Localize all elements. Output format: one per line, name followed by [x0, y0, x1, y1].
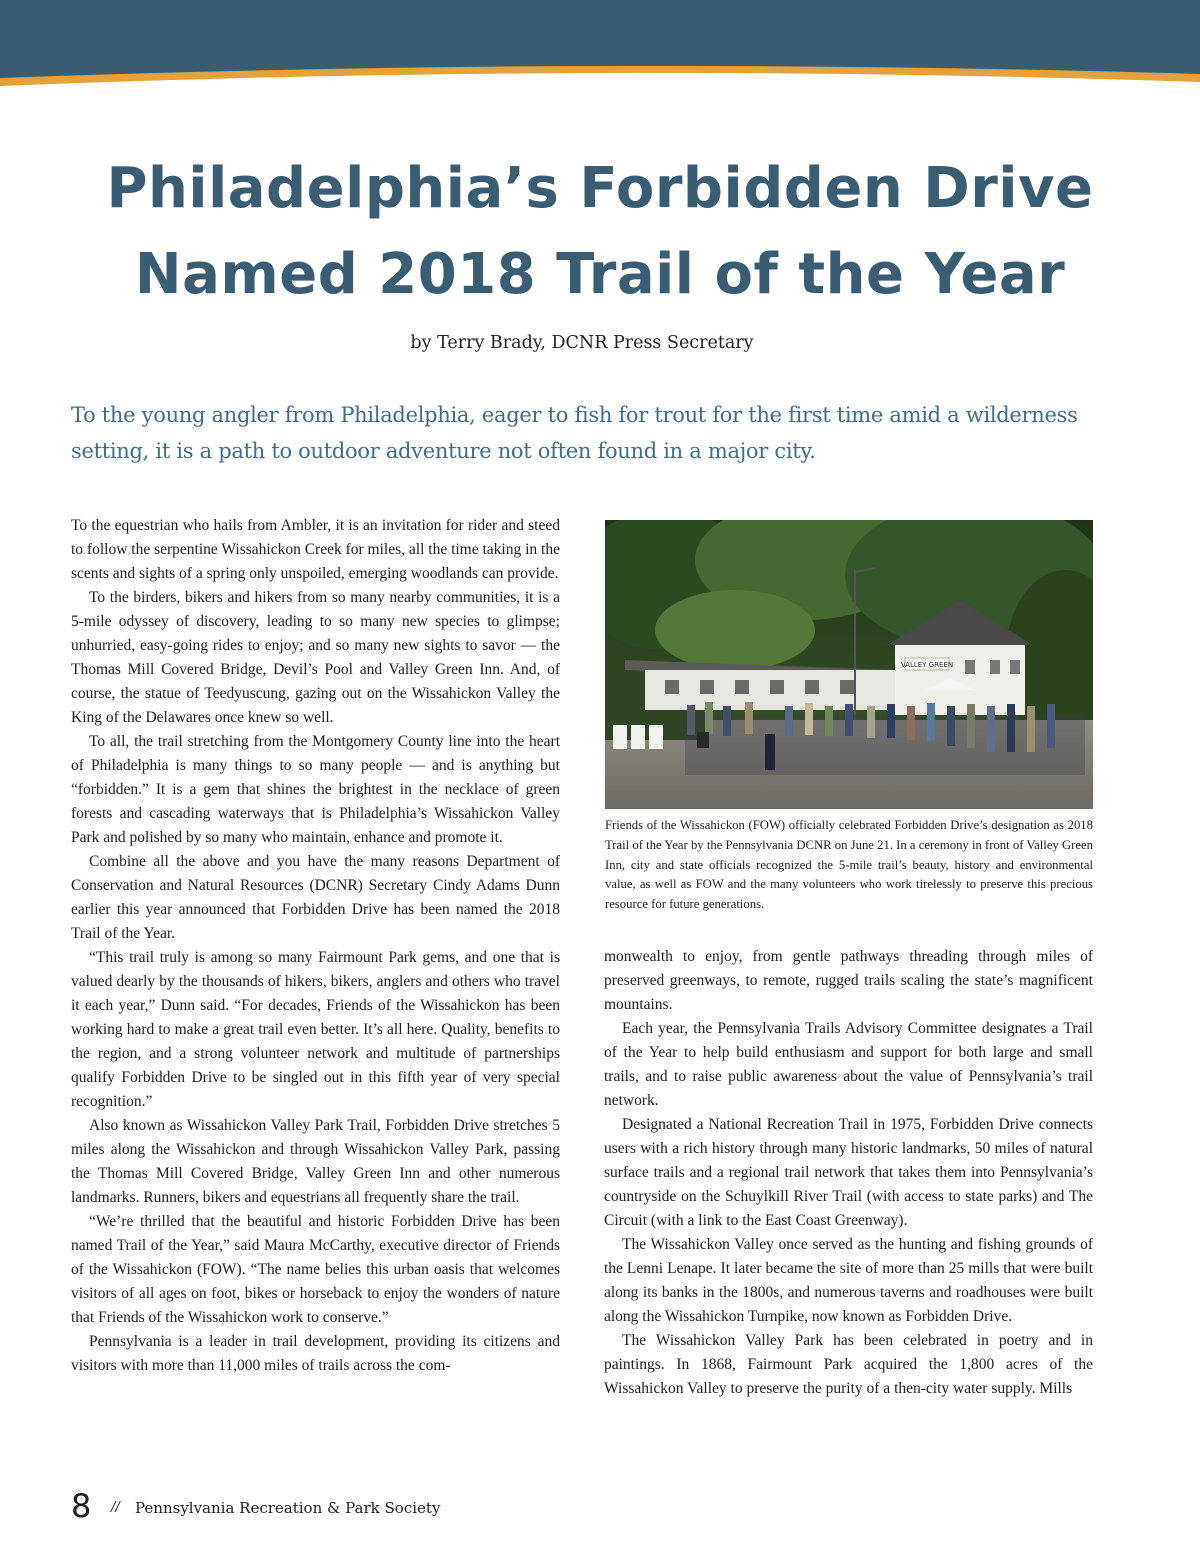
body-paragraph: Designated a National Recreation Trail in 1975, Forbidden Drive connects users with a rich history through many historic landmarks, 50 miles of natural surface trails and a regional trail network that takes them into Pennsylvania’s countryside on the Schuylkill River Trail (with access to state parks) and The Circuit (with a link to the East Coast Greenway).	[604, 1116, 1093, 1229]
byline: by Terry Brady, DCNR Press Secretary	[410, 333, 754, 353]
body-paragraph: The Wissahickon Valley once served as the hunting and fishing grounds of the Lenni Lenape. It later became the site of more than 25 mills that were built along its banks in the 1800s, and numerous taverns and roadhouses were built along the Wissahickon Turnpike, now known as Forbidden Drive.	[604, 1236, 1093, 1325]
right-column	[604, 945, 1093, 1401]
left-column	[71, 514, 560, 1378]
footer-separator: //	[111, 1500, 120, 1515]
article-title	[40, 146, 1160, 318]
footer-organization: Pennsylvania Recreation & Park Society	[135, 1499, 441, 1517]
lede-paragraph: To the young angler from Philadelphia, eager to fish for trout for the first time amid a wilderness setting, it is a path to outdoor adventure not often found in a major city.	[71, 403, 1078, 463]
body-paragraph: The Wissahickon Valley Park has been celebrated in poetry and in paintings. In 1868, Fairmount Park acquired the 1,800 acres of the Wissahickon Valley to preserve the purity of a then-city water supply. Mills	[604, 1332, 1093, 1397]
valley-green-photo	[605, 520, 1093, 809]
page-number: 8	[71, 1487, 92, 1525]
photo-caption: Friends of the Wissahickon (FOW) officially celebrated Forbidden Drive’s designation as 2018 Trail of the Year by the Pennsylvania DCNR on June 21. In a ceremony in front of Valley Green Inn, city and state officials recognized the 5-mile trail’s beauty, history and environmental value, as well as FOW and the many volunteers who work tirelessly to preserve this precious resource for future generations.	[605, 818, 1093, 912]
body-paragraph: Each year, the Pennsylvania Trails Advisory Committee designates a Trail of the Year to help build enthusiasm and support for both large and small trails, and to raise public awareness about the value of Pennsylvania’s trail network.	[604, 1020, 1093, 1109]
body-paragraph: Pennsylvania is a leader in trail development, providing its citizens and visitors with more than 11,000 miles of trails across the com-	[71, 1333, 560, 1374]
body-paragraph: Also known as Wissahickon Valley Park Trail, Forbidden Drive stretches 5 miles along the Wissahickon and through Wissahickon Valley Park, passing the Thomas Mill Covered Bridge, Valley Green Inn and other numerous landmarks. Runners, bikers and equestrians all frequently share the trail.	[71, 1117, 560, 1206]
valley-green-sign-text: VALLEY GREEN	[900, 661, 954, 669]
body-paragraph: To the birders, bikers and hikers from so many nearby communities, it is a 5-mile odyssey of discovery, leading to so many new species to glimpse; unhurried, easy-going rides to enjoy; and so many new sights to savor — the Thomas Mill Covered Bridge, Devil’s Pool and Valley Green Inn. And, of course, the statue of Teedyuscung, gazing out on the Wissahickon Valley the King of the Delawares once knew so well.	[71, 589, 560, 726]
body-paragraph: “This trail truly is among so many Fairmount Park gems, and one that is valued dearly by the thousands of hikers, bikers, anglers and others who travel it each year,” Dunn said. “For decades, Friends of the Wissahickon has been working hard to make a great trail even better. It’s all here. Quality, benefits to the region, and a strong volunteer network and multitude of partnerships qualify Forbidden Drive to be singled out in this fifth year of very special recognition.”	[71, 949, 560, 1110]
body-paragraph: To all, the trail stretching from the Montgomery County line into the heart of Philadelphia is many things to so many people — and is anything but “forbidden.” It is a gem that shines the brightest in the necklace of green forests and cascading waterways that is Philadelphia’s Wissahickon Valley Park and polished by so many who maintain, enhance and promote it.	[71, 733, 560, 846]
header-banner	[0, 0, 1200, 100]
body-paragraph: monwealth to enjoy, from gentle pathways threading through miles of preserved greenways, to remote, rugged trails scaling the state’s magnificent mountains.	[604, 948, 1093, 1013]
body-paragraph: Combine all the above and you have the many reasons Department of Conservation and Natural Resources (DCNR) Secretary Cindy Adams Dunn earlier this year announced that Forbidden Drive has been named the 2018 Trail of the Year.	[71, 853, 560, 942]
title-line-2: Named 2018 Trail of the Year	[134, 242, 1066, 307]
body-paragraph: To the equestrian who hails from Ambler, it is an invitation for rider and steed to follow the serpentine Wissahickon Creek for miles, all the time taking in the scents and sights of a spring only unspoiled, emerging woodlands can provide.	[71, 517, 560, 582]
body-paragraph: “We’re thrilled that the beautiful and historic Forbidden Drive has been named Trail of the Year,” said Maura McCarthy, executive director of Friends of the Wissahickon (FOW). “The name belies this urban oasis that welcomes visitors of all ages on foot, bikes or horseback to enjoy the wonders of nature that Friends of the Wissahickon work to conserve.”	[71, 1213, 560, 1326]
title-line-1: Philadelphia’s Forbidden Drive	[106, 156, 1094, 221]
